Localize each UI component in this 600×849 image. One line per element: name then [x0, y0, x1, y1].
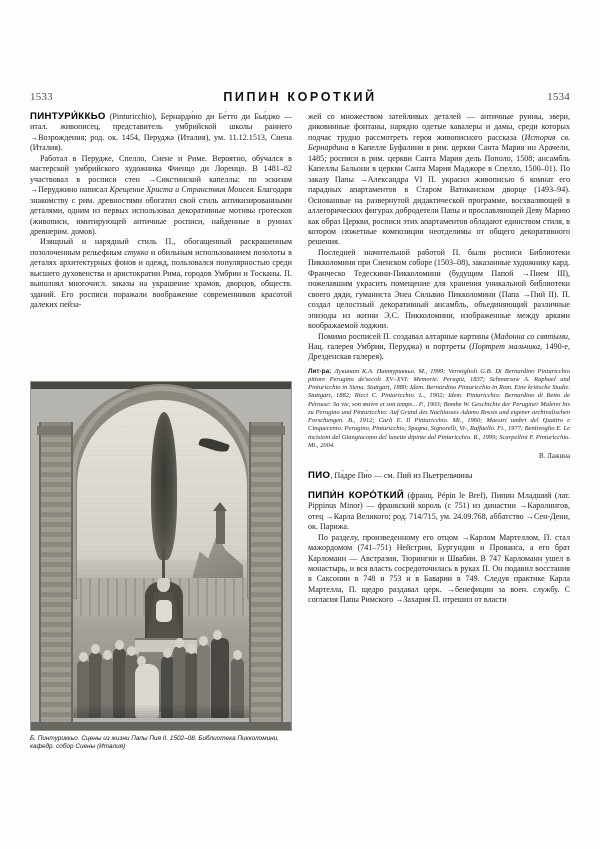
paragraph-pinturicchio-3: [30, 237, 292, 310]
paragraph-3-part-a: Изящный и нарядный стиль П., обогащенный раскрашенным позолоченным рельефным: [30, 237, 292, 257]
altar-part-b: Нац. галерея Умбрии, Перуджа) и портреты (: [308, 341, 472, 351]
paragraph-3-part-b: и обильным использованием позолоты в деталях архитектурных фонов и одежд, пользовался популярностью среди высшего духовенства и аристократии Рима, городов Умбрии и Тосканы. П. выполнял многочисл. заказы на украшение храмов, дворцов, обществ. зданий. Его росписи поражали воображение современников красотой далеких пейза-: [30, 247, 292, 310]
figure-pinturicchio-fresco: [30, 381, 292, 752]
library-paragraph-text: Последней значительной работой П. были росписи Библиотеки Пикколомини при Сиенском соборе (1503–08), заказанные художнику кард. Франческо Тедескини-Пикколомини (будущим Папой →Пием III), пожелавшим украсить помещение для хранения уникальной библиотеки своего дяди, гуманиста Энеа Сильвио Пикколомини (Папа →Пий II). П. создал целостный декоративный ансамбль, объединяющий различные эпизоды из жизни Э.С. Пикколомини, изображенные между арками воображаемой лоджии.: [308, 247, 570, 331]
paragraph-2-part-b: Благодаря знакомству с рим. древностями обогатил свой стиль антикизированными деталями, одним из первых использовал декоративные мотивы гротесков (живописи, имитирующей античные росписи, найденные в руинах древнерим. домов).: [30, 185, 292, 236]
paragraph-2-part-a: Работал в Перудже, Спелло, Сиене и Риме. Вероятно, обучался в мастерской умбрийского художника Фиенцо ди Лоренцо. В 1481–82 участвовал в росписи стен →Сикстинской капеллы: по эскизам →Перуджино написал: [30, 153, 292, 195]
continuation-part-a: жей со множеством затейливых деталей — античные руины, звери, диковинные фонтаны, нарядно одетые кавалеры и дамы, среди которых подчас трудно рассмотреть героя живописного рассказа (: [308, 112, 570, 142]
bibliography: [308, 368, 570, 450]
fresco-pilaster-left: [39, 422, 73, 722]
entry-headword-pinturicchio: ПИНТУРИ́ККЬО: [30, 111, 106, 122]
folio-left: 1533: [30, 91, 53, 103]
column-left: [30, 112, 292, 311]
work-title-bernardino: История св. Бернардина: [308, 132, 571, 153]
fresco-pope-vestment: [156, 600, 172, 622]
fresco-arch-inner: [71, 386, 253, 598]
bibliography-entries: Лукинат К.А. Пинтуриккьо. М., 1999; Vermiglioli G.B. Di Bernardino Pinturicchio pittore Perugino de'secoli XV–XVI: Memorie. Perugia, 1837; Schmarsow A. Raphael und Pinturicchio in Siena. Stuttgart, 1880; Idem. Bernardino Pinturicchio in Rom. Eine kritische Studie. Stuttgart, 1882; Ricci C. Pinturicchio. L., 1902; Idem. Pinturicchio: Bernardino di Betto de Pérouse: Sa vie, son œuvre et son temps... P., 1903; Bombe W. Geschichte der Peruginer Malerei bis zu Perugino und Pinturicchio: Auf Grund des Nachlasses Adamo Rossis und eigener archivalischen Forschungen. B., 1912; Carli E. Il Pinturicchio. Mi., 1960; Maestri umbri del Quattro e Cinquecento: Perugino, Pinturicchio, Spagna, Signorelli, Vi-, Raffaello. Fi., 1977; Bentivoglio E. Le incisioni del Giangiacomo del lunette dipinte dal Pinturicchio. R., 1999; Scarpellini P. Pinturicchio. Mi., 2004.: [308, 367, 570, 449]
term-stucco-italic: стукко: [124, 247, 149, 257]
work-title-madonna: Мадонна со святыми,: [493, 331, 570, 341]
entry-headword-pio: ПИО: [308, 470, 331, 482]
bibliography-label: Лит-ра:: [308, 367, 332, 375]
caption-artist: Б. Пинтуриккьо.: [30, 735, 82, 742]
column-right: [308, 112, 570, 606]
entry-pipin-text: (франц. Pépin le Bref), Пипин Младший (лат. Pippinus Minor) — франкский король (с 751) из династии →Каролингов, отец →Карла Великого; род. 714/715, ум. 24.09.768, аббатство →Сен-Дени, ок. Парижа.: [308, 490, 571, 532]
entry-headword-pipin: ПИПИ́Н КОРО́ТКИЙ: [308, 489, 405, 501]
paragraph-continuation: [308, 112, 570, 248]
paragraph-piccolomini-library: [308, 248, 570, 332]
caption-title: Сцены из жизни Папы Пия II.: [81, 735, 169, 742]
entry-pio-text: , Па́дре Пи́о — см. Пий из Пьетрельчины: [330, 471, 473, 481]
author-signature: В. Лажина: [539, 452, 570, 460]
entry-pio: [308, 471, 570, 481]
figure-bottom-band: [31, 722, 291, 730]
paragraph-pipin-2: [308, 533, 570, 606]
altar-part-c: 1490-е, Дрезденская галерея).: [308, 341, 570, 362]
page-title: ПИПИН КОРОТКИЙ: [223, 90, 377, 104]
fresco-crowd-scene: [73, 578, 251, 718]
entry-pinturicchio: [30, 112, 292, 154]
continuation-part-b: в Капелле Буфалини в рим. церкви Санта Мария ин Арачели, 1485; росписи в рим. церкви Санта Мария дель Пополо, 1508; ансамбль Капеллы Бальони в церкви Санта Мария Маджоре в Спелло, 1500–01). По заказу Папы →Александра VI П. украсил живописью 6 комнат его парадных апартаментов в Старом Ватиканском дворце (1493–94). Основанные на развернутой дидактической программе, восхваляющей в аллегорических фигурах добродетели Папы и прославляющей Деву Марию как образ Церкви, росписи этих апартаментов обладают единством стиля, в котором сюжетные композиции неотделимы от общего декоративного решения.: [308, 143, 570, 247]
fresco-capital-left: [37, 426, 71, 435]
fresco-pilaster-right: [249, 422, 283, 722]
fresco-floor-shadow: [73, 704, 251, 718]
folio-right: 1534: [547, 91, 570, 103]
paragraph-altarpieces: [308, 332, 570, 363]
caption-details: 1502–08. Библиотека Пикколомини, кафедр. собор Сиены (Италия): [30, 735, 279, 751]
pipin-paragraph-2-text: По разделу, произведенному его отцом →Карлом Мартеллом, П. стал мажордомом (741–751) Нейстрии, Бургундии и Прованса, а его брат Карломанн — Австразии, Тюрингии и Швабии. В 747 Карломанн ушел в монастырь, и вся власть сосредоточилась в руках П. Он подавил восстания в Саксонии в 748 и 753 и в Баварии в 749. Следуя практике Карла Мартелла, П. щедро раздавал церк. →бенефиции за воен. службу. С согласия Папы Римского →Захария П. отрешил от власти: [308, 532, 570, 605]
figure-caption: [30, 735, 292, 752]
work-title-portrait: Портрет мальчика,: [471, 341, 543, 351]
paragraph-pinturicchio-2: [30, 154, 292, 238]
spacer: [308, 462, 570, 471]
entry-pipin-korotkiy: [308, 491, 570, 533]
work-titles-italic: Крещение Христа и Странствия Моисея.: [109, 185, 256, 195]
figure-image: [30, 381, 292, 731]
fresco-capital-right: [251, 426, 285, 435]
running-head: [30, 88, 570, 106]
altar-part-a: Помимо росписей П. создавал алтарные картины (: [318, 331, 494, 341]
entry-lead-text: (Pinturicchio), Бернарди́но ди Бе́тто ди Бья́джо — итал. живописец, представитель умбрийской школы раннего →Возрождения; род. ок. 1454, Перуджа (Италия), ум. 11.12.1513, Сиена (Италия).: [30, 112, 292, 153]
